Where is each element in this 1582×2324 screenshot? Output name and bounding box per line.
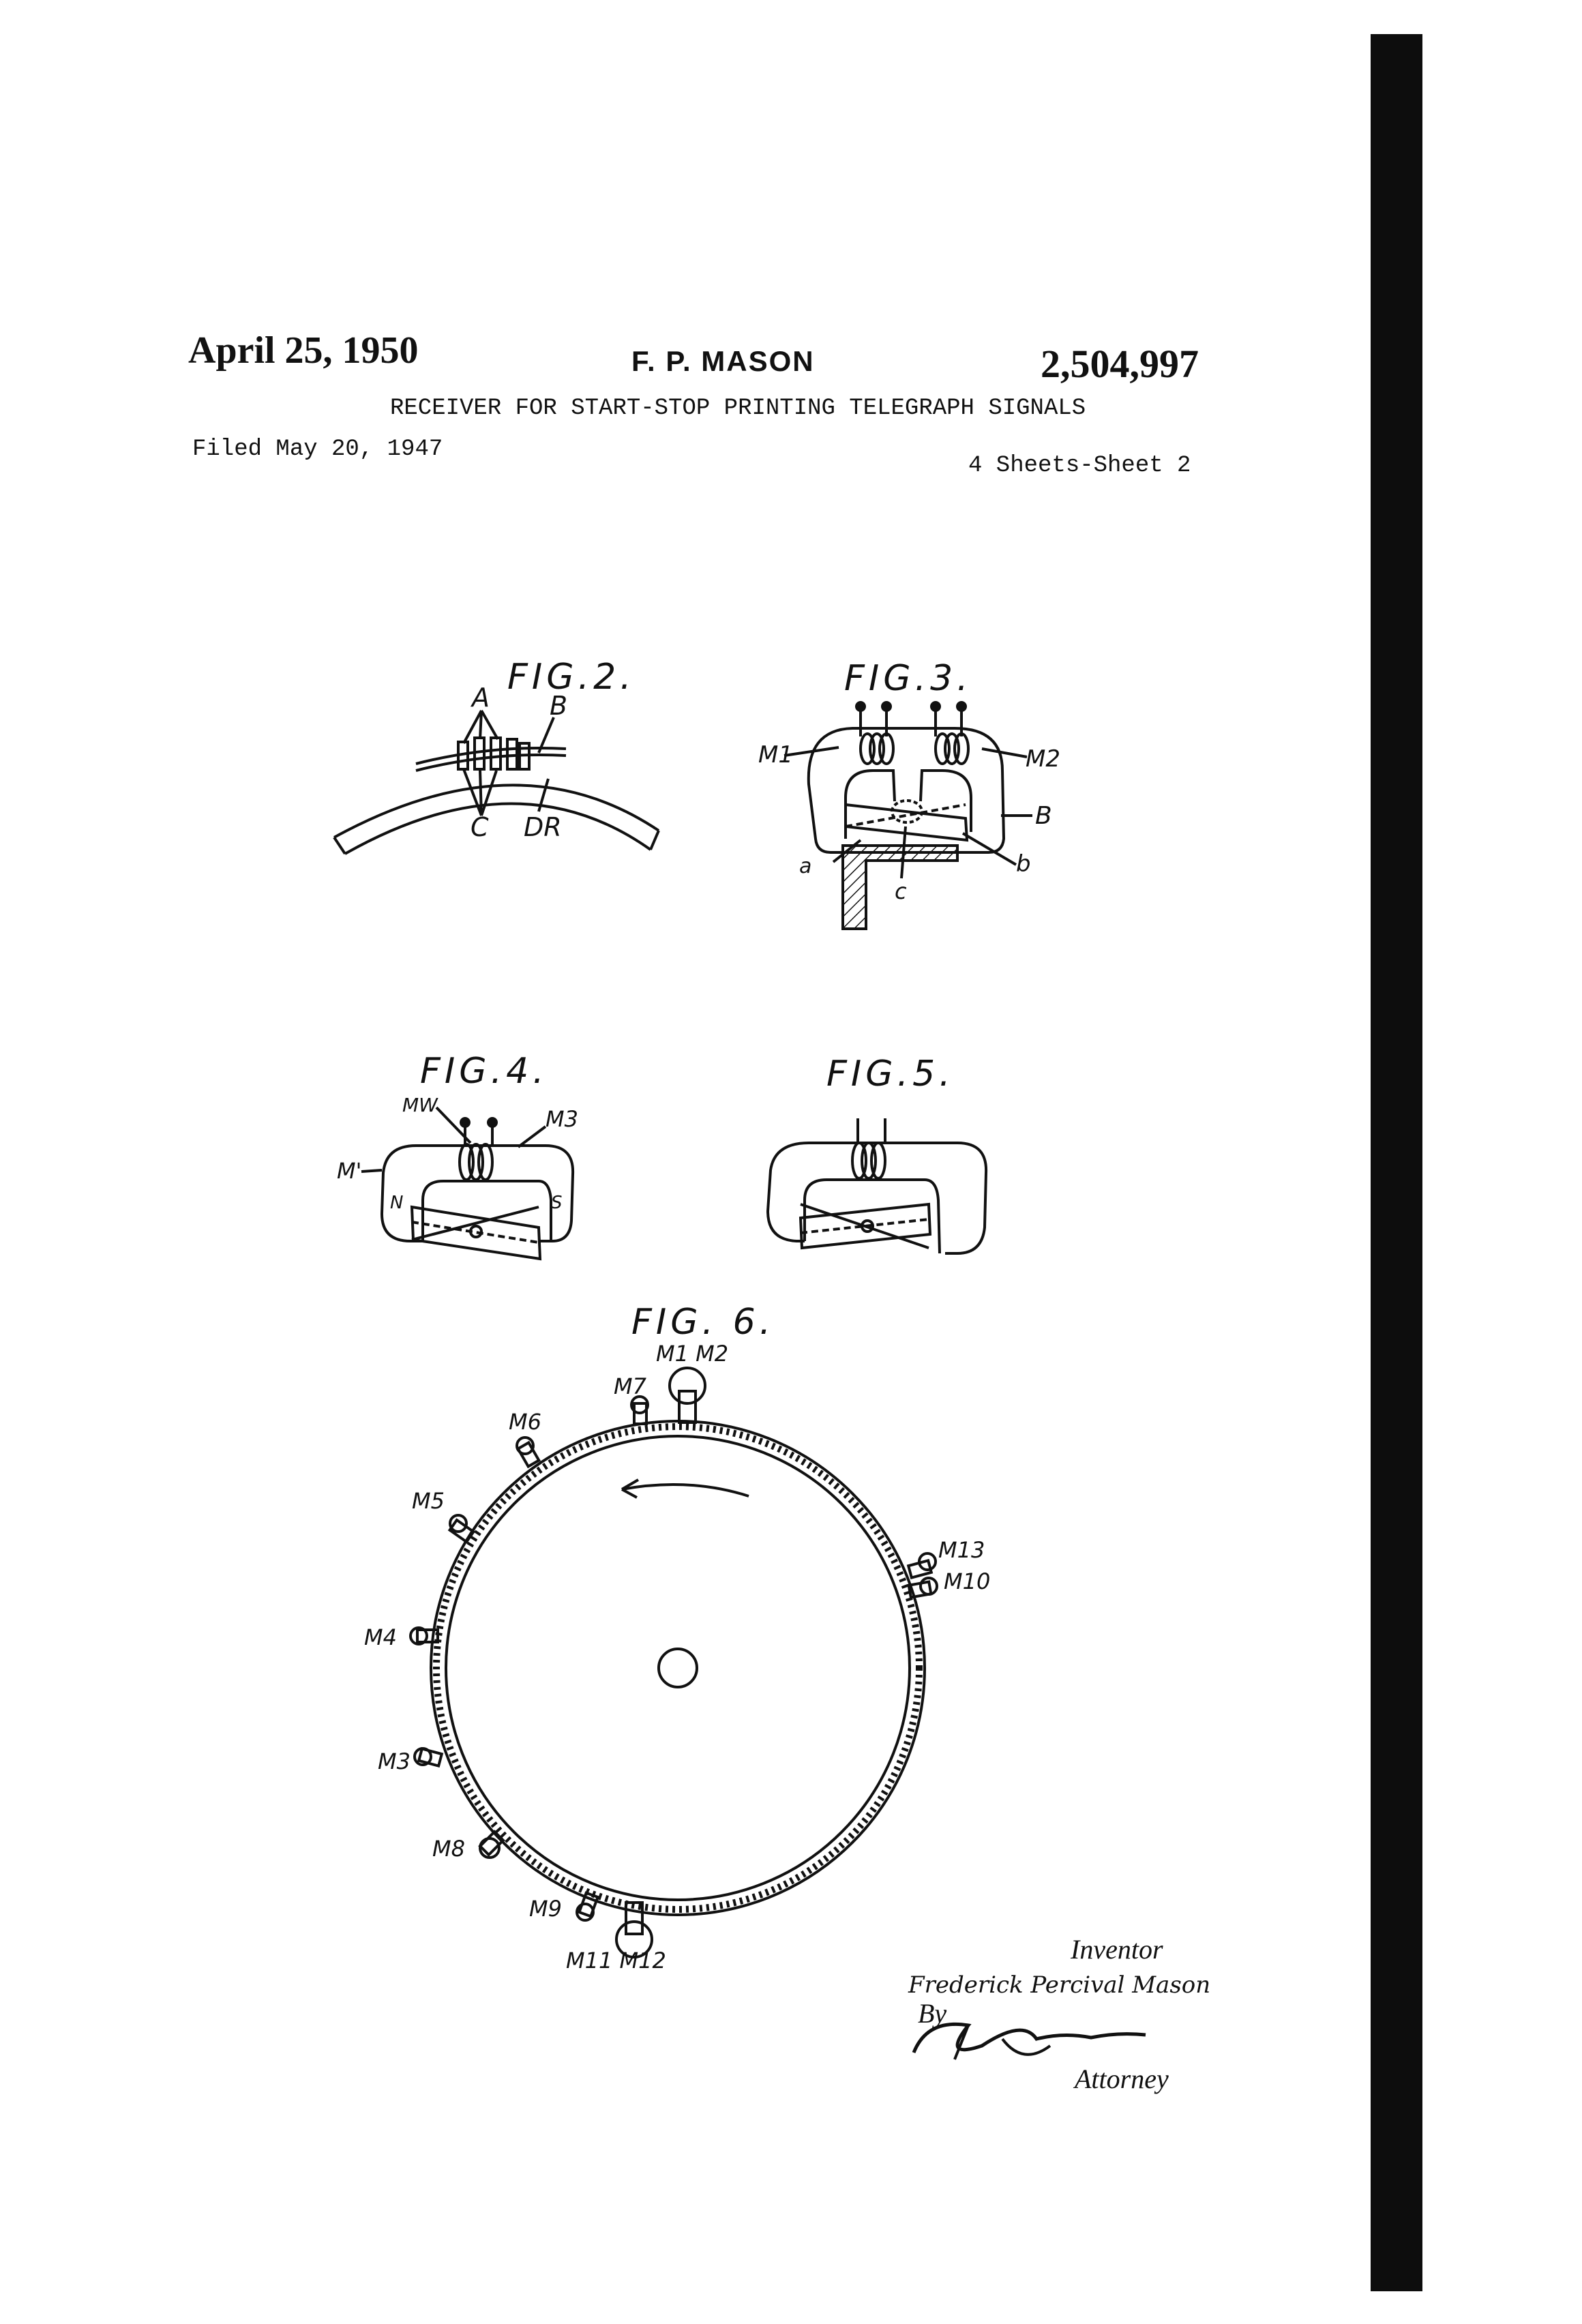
fig3-label-m1: M1 (758, 741, 793, 769)
fig3-label-b-small: b (1016, 850, 1031, 878)
figure-2 (334, 657, 659, 854)
fig4-label-m-prime: M' (337, 1158, 362, 1184)
patent-date: April 25, 1950 (188, 329, 419, 372)
fig6-label-m7: M7 (614, 1373, 646, 1399)
figure-6 (364, 1302, 990, 1973)
attorney-label: Attorney (1075, 2064, 1169, 2094)
fig2-title: FIG.2. (507, 657, 636, 698)
fig4-label-mw: MW (402, 1094, 438, 1116)
filed-date: Filed May 20, 1947 (192, 436, 443, 462)
patent-title: RECEIVER FOR START-STOP PRINTING TELEGRAPH SIGNALS (390, 396, 1086, 421)
by-label: By (918, 1998, 947, 2029)
figure-5 (768, 1054, 986, 1253)
fig6-label-m1m2: M1 M2 (656, 1341, 729, 1367)
attorney-signature-mark (914, 2024, 1146, 2053)
fig6-label-m10: M10 (944, 1568, 991, 1594)
inventor-signature: Frederick Percival Mason (908, 1971, 1211, 1999)
fig4-title: FIG.4. (420, 1051, 548, 1092)
fig6-label-m4: M4 (364, 1624, 397, 1650)
fig6-label-m9: M9 (529, 1896, 562, 1922)
sheet-count: 4 Sheets-Sheet 2 (968, 453, 1191, 479)
fig5-title: FIG.5. (826, 1054, 955, 1094)
fig2-label-c: C (471, 812, 489, 842)
inventor-name: F. P. MASON (631, 345, 815, 377)
fig3-label-b: B (1035, 802, 1052, 830)
fig2-label-b: B (550, 691, 568, 721)
fig6-label-m8: M8 (432, 1836, 465, 1862)
figure-3 (758, 658, 1060, 929)
fig6-title: FIG. 6. (631, 1302, 775, 1343)
fig6-label-m3: M3 (378, 1748, 411, 1774)
fig4-label-n: N (390, 1193, 404, 1213)
fig3-label-c-small: c (895, 878, 907, 904)
fig3-label-m2: M2 (1026, 745, 1060, 773)
inventor-label: Inventor (1071, 1934, 1163, 1965)
fig4-label-s: S (551, 1193, 563, 1213)
fig6-label-m13: M13 (938, 1537, 985, 1563)
signature-block (908, 1934, 1210, 2094)
fig2-label-dr: DR (524, 812, 562, 842)
figure-4 (337, 1051, 578, 1259)
fig6-label-m6: M6 (509, 1409, 541, 1435)
fig3-label-a-small: a (799, 854, 812, 878)
fig4-label-m3: M3 (546, 1106, 578, 1132)
fig6-label-m5: M5 (412, 1488, 445, 1514)
fig6-label-m11m12: M11 M12 (566, 1948, 666, 1973)
fig2-label-a: A (472, 683, 490, 713)
patent-number: 2,504,997 (1041, 342, 1199, 386)
fig3-title: FIG.3. (844, 658, 972, 699)
